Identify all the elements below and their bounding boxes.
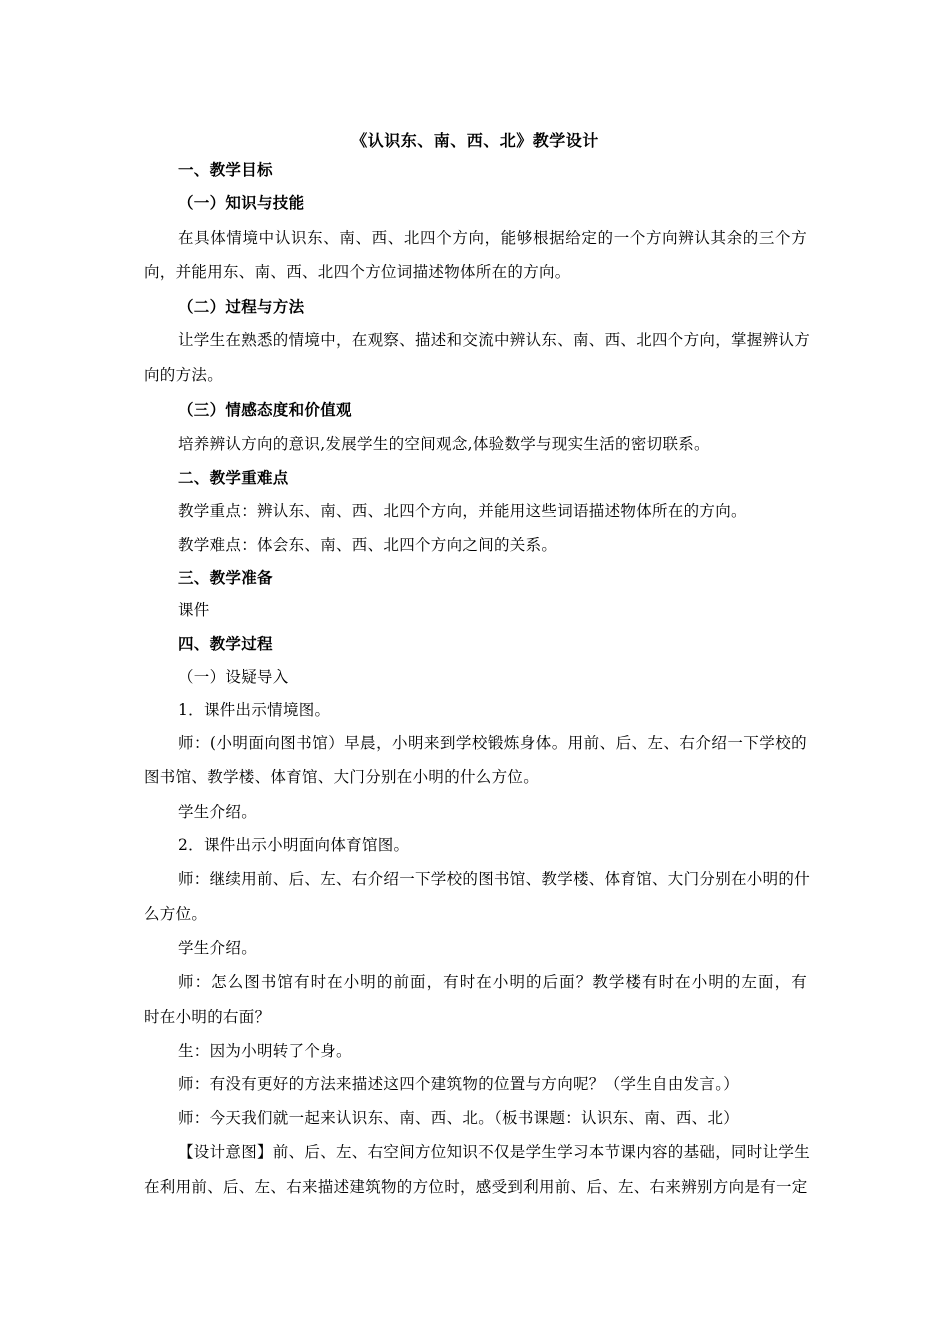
paragraph-line: 1．课件出示情境图。 <box>178 701 331 719</box>
subsection-heading: （一）知识与技能 <box>178 193 305 212</box>
paragraph-line: 培养辨认方向的意识,发展学生的空间观念,体验数学与现实生活的密切联系。 <box>178 435 710 453</box>
paragraph-line: 学生介绍。 <box>178 803 258 821</box>
paragraph-line: 【设计意图】前、后、左、右空间方位知识不仅是学生学习本节课内容的基础，同时让学生 <box>178 1143 811 1161</box>
section-heading: 一、教学目标 <box>178 160 273 179</box>
paragraph-line: 向，并能用东、南、西、北四个方位词描述物体所在的方向。 <box>144 263 571 281</box>
section-heading: 二、教学重难点 <box>178 468 289 487</box>
paragraph-line: 么方位。 <box>144 905 208 923</box>
paragraph-line: 教学难点：体会东、南、西、北四个方向之间的关系。 <box>178 536 558 554</box>
paragraph-line: 在具体情境中认识东、南、西、北四个方向，能够根据给定的一个方向辨认其余的三个方 <box>178 229 807 247</box>
document-title: 《认识东、南、西、北》教学设计 <box>351 131 599 150</box>
paragraph-line: （一）设疑导入 <box>178 668 289 686</box>
paragraph-line: 教学重点：辨认东、南、西、北四个方向，并能用这些词语描述物体所在的方向。 <box>178 502 747 520</box>
paragraph-line: 课件 <box>178 601 210 619</box>
paragraph-line: 师：有没有更好的方法来描述这四个建筑物的位置与方向呢？（学生自由发言。） <box>178 1075 740 1093</box>
paragraph-line: 师：今天我们就一起来认识东、南、西、北。（板书课题：认识东、南、西、北） <box>178 1109 740 1127</box>
paragraph-line: 师：继续用前、后、左、右介绍一下学校的图书馆、教学楼、体育馆、大门分别在小明的什 <box>178 870 811 888</box>
paragraph-line: 时在小明的右面？ <box>144 1008 271 1026</box>
subsection-heading: （二）过程与方法 <box>178 297 305 316</box>
paragraph-line: 生：因为小明转了个身。 <box>178 1042 352 1060</box>
paragraph-line: 2．课件出示小明面向体育馆图。 <box>178 836 410 854</box>
paragraph-line: 学生介绍。 <box>178 939 258 957</box>
paragraph-line: 让学生在熟悉的情境中，在观察、描述和交流中辨认东、南、西、北四个方向，掌握辨认方 <box>178 331 811 349</box>
section-heading: 三、教学准备 <box>178 568 273 587</box>
paragraph-line: 师：(小明面向图书馆）早晨，小明来到学校锻炼身体。用前、后、左、右介绍一下学校的 <box>178 734 807 752</box>
subsection-heading: （三）情感态度和价值观 <box>178 400 352 419</box>
paragraph-line: 师：怎么图书馆有时在小明的前面，有时在小明的后面？教学楼有时在小明的左面，有 <box>178 973 807 991</box>
paragraph-line: 在利用前、后、左、右来描述建筑物的方位时，感受到利用前、后、左、右来辨别方向是有一定 <box>144 1178 808 1196</box>
paragraph-line: 图书馆、教学楼、体育馆、大门分别在小明的什么方位。 <box>144 768 540 786</box>
section-heading: 四、教学过程 <box>178 634 273 653</box>
paragraph-line: 向的方法。 <box>144 366 224 384</box>
